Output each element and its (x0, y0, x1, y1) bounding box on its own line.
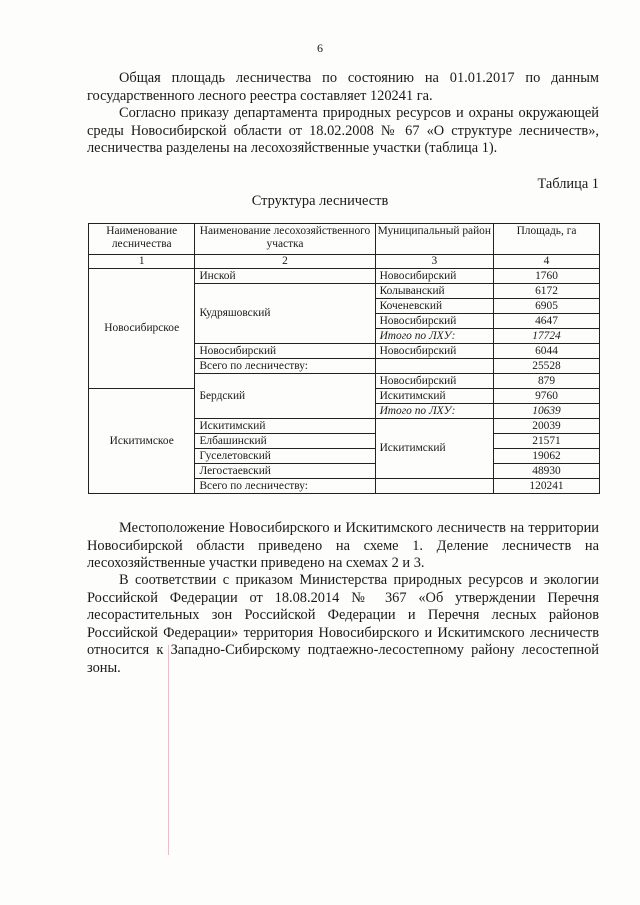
site-cell: Бердский (195, 374, 375, 419)
total-area-cell: 25528 (494, 359, 600, 374)
total-area-cell: 120241 (494, 479, 600, 494)
district-cell: Новосибирский (375, 374, 493, 389)
district-cell: Коченевский (375, 299, 493, 314)
forestry-name-cell: Искитимское (89, 389, 195, 494)
paragraph-text: Согласно приказу департамента природных ресурсов и охраны окружающей среды Новосибирской области от 18.02.2008 № 67 «О структуре лесничеств», лесничества разделены на лесохозяйственные участки (таблица 1). (87, 105, 599, 156)
table-header-row (89, 224, 600, 255)
header-district: Муниципальный район (375, 224, 493, 255)
site-cell: Инской (195, 269, 375, 284)
area-cell: 4647 (494, 314, 600, 329)
subtotal-area-cell: 17724 (494, 329, 600, 344)
district-cell: Новосибирский (375, 314, 493, 329)
subtotal-label-cell: Итого по ЛХУ: (375, 329, 493, 344)
area-cell: 879 (494, 374, 600, 389)
paragraph-text: Общая площадь лесничества по состоянию на 01.01.2017 по данным государственного лесного реестра составляет 120241 га. (87, 70, 599, 104)
site-cell: Новосибирский (195, 344, 375, 359)
district-cell: Искитимский (375, 419, 493, 479)
index-cell: 3 (375, 255, 493, 269)
table-row (89, 269, 600, 284)
area-cell: 20039 (494, 419, 600, 434)
empty-cell (375, 479, 493, 494)
page-number: 6 (317, 41, 323, 55)
area-cell: 9760 (494, 389, 600, 404)
index-cell: 2 (195, 255, 375, 269)
table-label: Таблица 1 (537, 176, 599, 192)
paragraph-text: В соответствии с приказом Министерства природных ресурсов и экологии Российской Федерации от 18.08.2014 № 367 «Об утверждении Перечня лесорастительных зон Российской Федерации и Перечня лесных районов Российской Федерации» территория Новосибирского и Искитимского лесничеств относится к Западно-Сибирскому подтаежно-лесостепному району лесостепной зоны. (87, 572, 599, 676)
table-title: Структура лесничеств (251, 193, 389, 209)
paragraph-location (87, 520, 599, 573)
district-cell: Колыванский (375, 284, 493, 299)
site-cell: Кудряшовский (195, 284, 375, 344)
forestry-structure-table (88, 223, 600, 494)
paragraph-order (87, 105, 599, 158)
paragraph-zone (87, 572, 599, 677)
forestry-name-cell: Новосибирское (89, 269, 195, 389)
total-label-cell: Всего по лесничеству: (195, 359, 375, 374)
header-area: Площадь, га (494, 224, 600, 255)
site-cell: Елбашинский (195, 434, 375, 449)
header-forestry: Наименование лесничества (89, 224, 195, 255)
area-cell: 6905 (494, 299, 600, 314)
area-cell: 48930 (494, 464, 600, 479)
total-label-cell: Всего по лесничеству: (195, 479, 375, 494)
district-cell: Новосибирский (375, 344, 493, 359)
site-cell: Искитимский (195, 419, 375, 434)
paragraph-total-area (87, 70, 599, 105)
table-index-row (89, 255, 600, 269)
area-cell: 6172 (494, 284, 600, 299)
district-cell: Искитимский (375, 389, 493, 404)
area-cell: 1760 (494, 269, 600, 284)
paragraph-text: Местоположение Новосибирского и Искитимского лесничеств на территории Новосибирской области приведено на схеме 1. Деление лесничеств на лесохозяйственные участки приведено на схемах 2 и 3. (87, 520, 599, 571)
area-cell: 19062 (494, 449, 600, 464)
site-cell: Гуселетовский (195, 449, 375, 464)
subtotal-area-cell: 10639 (494, 404, 600, 419)
empty-cell (375, 359, 493, 374)
index-cell: 4 (494, 255, 600, 269)
index-cell: 1 (89, 255, 195, 269)
district-cell: Новосибирский (375, 269, 493, 284)
area-cell: 6044 (494, 344, 600, 359)
subtotal-label-cell: Итого по ЛХУ: (375, 404, 493, 419)
header-site: Наименование лесохозяйственного участка (195, 224, 375, 255)
site-cell: Легостаевский (195, 464, 375, 479)
area-cell: 21571 (494, 434, 600, 449)
